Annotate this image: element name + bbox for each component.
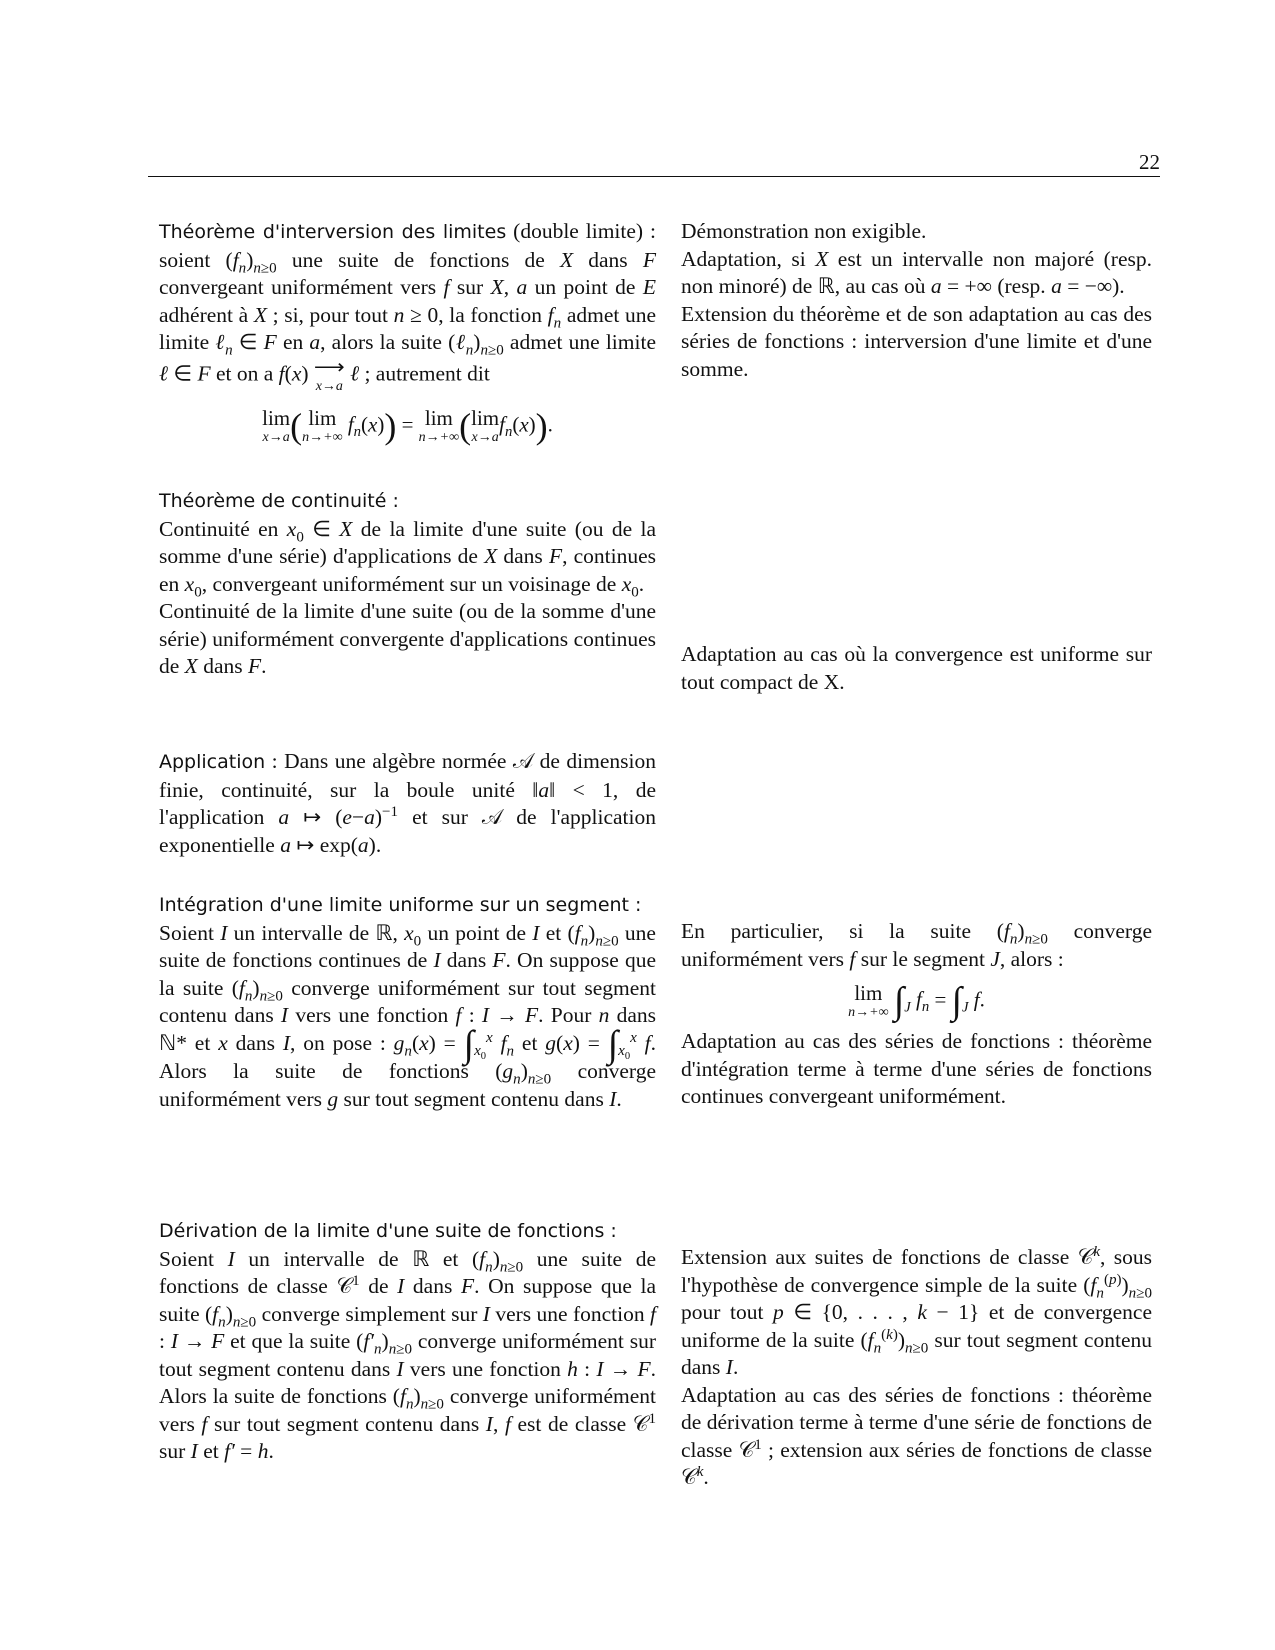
comment-derivation: Extension aux suites de fonctions de classe 𝒞$^k$, sous l'hypothèse de convergence simple de la suite $(f_n^{(p)})_{n\ge 0}$ pour tout p ∈ {0, . . . , k − 1} et de convergence uniforme de la suite $(f_n^{(k)})_{n\ge 0}$ sur tout segment contenu dans I. Adaptation au cas des séries de fonctions : théorème de dérivation terme à terme d'une série de fonctions de classe 𝒞$^1$ ; extension aux séries de fonctions de classe 𝒞$^k$. [681, 1243, 1152, 1489]
section-derivation: Dérivation de la limite d'une suite de fonctions : Soient I un intervalle de ℝ et $(f_n)_{n\ge 0}$ une suite de fonctions de classe 𝒞$^1$ de I dans F. On suppose que la suite $(f_n)_{n\ge 0}$ converge simplement sur I vers une fonction f : I → F et que la suite $(f'_n)_{n\ge 0}$ converge uniformément sur tout segment contenu dans I vers une fonction h : I → F. Alors la suite de fonctions $(f_n)_{n\ge 0}$ converge uniformément vers f sur tout segment contenu dans I, f est de classe 𝒞$^1$ sur I et f′ = h. [159, 1220, 657, 1463]
comment-continuity: Adaptation au cas où la convergence est uniforme sur tout compact de X. [681, 642, 1152, 694]
section-title: Théorème d'interversion des limites [159, 221, 507, 243]
section-title: Intégration d'une limite uniforme sur un segment : [159, 894, 642, 916]
section-application: Application : Dans une algèbre normée 𝒜 de dimension finie, continuité, sur la boule unité ‖a‖ < 1, de l'application a ↦ $(e-a)^{-1}$ et sur 𝒜 de l'application exponentielle a ↦ exp(a). [159, 749, 656, 857]
page-number: 22 [1139, 150, 1160, 174]
section-integration: Intégration d'une limite uniforme sur un segment : Soient I un intervalle de ℝ, $x_0$ un point de I et $(f_n)_{n\ge 0}$ une suite de fonctions continues de I dans F. On suppose que la suite $(f_n)_{n\ge 0}$ converge uniformément sur tout segment contenu dans I vers une fonction f : I → F. Pour n dans ℕ* et x dans I, on pose : $g_n(x) = \int_{x_0}^x$ $f_n$ et $g(x) = \int_{x_0}^x$ f. Alors la suite de fonctions $(g_n)_{n\ge 0}$ converge uniformément vers g sur tout segment contenu dans I. [159, 894, 657, 1111]
section-continuity: Théorème de continuité : Continuité en $x_0$ ∈ X de la limite d'une suite (ou de la somme d'une série) d'applications de X dans F, continues en $x_0$, convergeant uniformément sur un voisinage de $x_0$. Continuité de la limite d'une suite (ou de la somme d'une série) uniformément convergente d'applications continues de X dans F. [159, 490, 657, 678]
comment-integration: En particulier, si la suite $(f_n)_{n\ge 0}$ converge uniformément vers f sur le segment J, alors : lim n→+∞ $\int_J$ $f_n = \int_J$ f. Adaptation au cas des séries de fonctions : théorème d'intégration terme à terme d'une séries de fonctions continues convergeant uniformément. [681, 919, 1152, 1108]
section-title: Dérivation de la limite d'une suite de fonctions : [159, 1220, 617, 1242]
section-title: Application [159, 751, 266, 773]
section-double-limit: Théorème d'interversion des limites (double limite) : soient $(f_n)_{n\ge 0}$ une suite de fonctions de X dans F convergeant uniformément vers f sur X, a un point de E adhérent à X ; si, pour tout n ≥ 0, la fonction $f_n$ admet une limite ℓ$_n$ ∈ F en a, alors la suite $(\ell_n)_{n\ge 0}$ admet une limite ℓ ∈ F et on a f(x) ⟶ x→a ℓ ; autrement dit lim x→a ( lim n→+∞ $f_n(x)) = \lim$ n→+∞ (lim x→a $f_n(x)$). [159, 219, 657, 446]
double-limit-formula: lim x→a ( lim n→+∞ $f_n(x)) = \lim$ n→+∞ (lim x→a $f_n(x)$). [262, 405, 553, 446]
comment-double-limit: Démonstration non exigible. Adaptation, si X est un intervalle non majoré (resp. non minoré) de ℝ, au cas où a = +∞ (resp. a = −∞). Extension du théorème et de son adaptation au cas des séries de fonctions : interversion d'une limite et d'une somme. [681, 219, 1152, 381]
integral-limit-formula: lim n→+∞ $\int_J$ $f_n = \int_J$ f. [848, 979, 985, 1022]
section-title: Théorème de continuité : [159, 490, 399, 512]
header-rule [148, 176, 1160, 177]
